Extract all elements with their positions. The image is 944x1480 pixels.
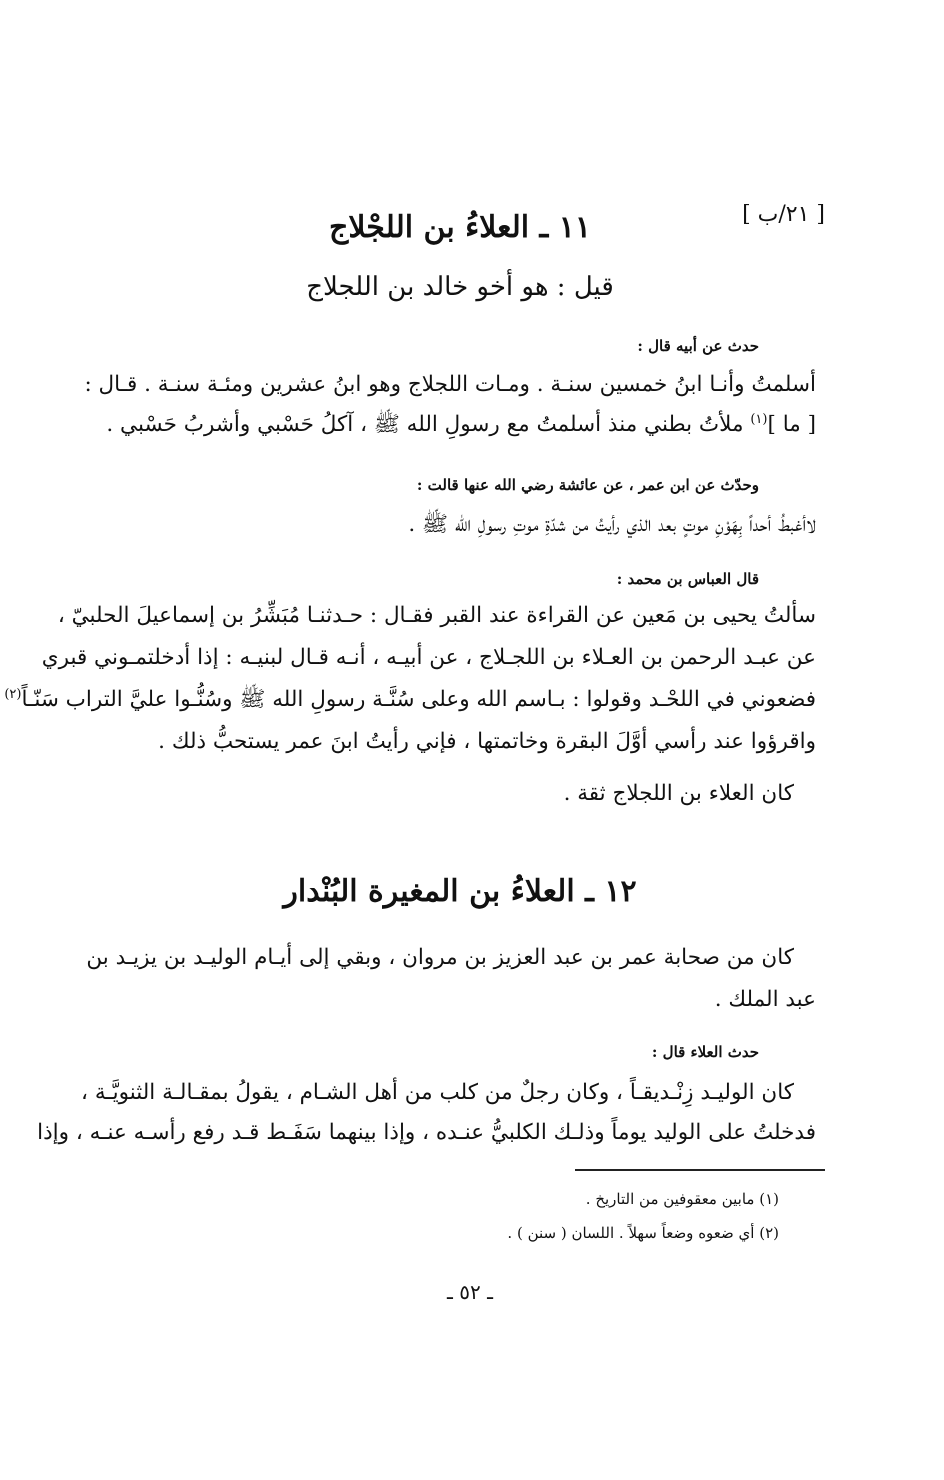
text-fragment: ملأتُ بطني منذ أسلمتُ مع رسولِ الله ﷺ ، آكلُ حَسْبي وأشربُ حَسْبي . [106,412,744,438]
text-line: كان الوليـد زِنْـديقـاً ، وكان رجلٌ من كلب من أهل الشـام ، يقولُ بمقـالـة الثنويَّـة ، [81,1080,794,1105]
footnote: (١) مابين معقوفين من التاريخ . [585,1190,779,1208]
text-line: كان من صحابة عمر بن عبد العزيز بن مروان ، وبقي إلى أيـام الوليـد بن يزيـد بن [86,945,794,970]
isnad-line: قال العباس بن محمد : [616,570,759,588]
text-line: عن عبـد الرحمن بن العـلاء بن اللجـلاج ، عن أبيـه ، أنـه قـال لبنيـه : إذا أدخلتمـوني قبري [41,645,816,670]
isnad-line: حدث عن أبيه قال : [637,337,759,355]
bracket-insertion: [ ما ] [767,412,816,438]
isnad-line: وحدّث عن ابن عمر ، عن عائشة رضي الله عنها قالت : [416,476,759,494]
text-line: أسلمتُ وأنـا ابنُ خمسين سنـة . ومـات اللجلاج وهو ابنُ عشرين ومئـة سنـة . قـال : [84,372,816,397]
text-line: لاأغبطُ أحداً بِهَوْنِ موتٍ بعد الذي رأيتُ من شدّةِ موتِ رسولِ الله ﷺ . [408,512,816,537]
page-number: ـ ٥٢ ـ [447,1280,493,1304]
text-line: فدخلتُ على الوليد يوماً وذلـك الكلبيُّ عنـده ، وإذا بينهما سَفَـط قـد رفع رأسـه عنـه ، وإذا [37,1120,816,1145]
text-line: واقرؤوا عند رأسي أوَّلَ البقرة وخاتمتها ، فإني رأيتُ ابنَ عمر يستحبُّ ذلك . [158,729,816,754]
footnote: (٢) أي ضعوه وضعاً سهلاً . اللسان ( سنن ) . [507,1224,779,1242]
closing-line: كان العلاء بن اللجلاج ثقة . [563,781,794,806]
isnad-line: حدث العلاء قال : [651,1043,759,1061]
text-line: عبد الملك . [714,987,816,1012]
text-line: سألتُ يحيى بن مَعين عن القراءة عند القبر فقـال : حـدثنـا مُبَشِّرُ بن إسماعيلَ الحلبيّ ، [57,603,816,628]
text-fragment: فضعوني في اللحْـد وقولوا : بـاسم الله وعلى سُنَّـة رسولِ الله ﷺ وسُنُّـوا عليَّ التراب سَنّـاً [21,687,816,713]
footnote-marker: (١) [750,412,768,427]
footnote-marker: (٢) [4,687,22,702]
text-line [4,687,816,713]
section-subtitle-11: قيل : هو أخو خالد بن اللجلاج [306,272,614,302]
text-line [106,412,816,438]
footnote-divider [575,1169,825,1171]
section-title-11: ١١ ـ العلاءُ بن اللجْلاج [329,210,591,245]
folio-reference: [ ٢١/ب ] [742,202,825,227]
section-title-12: ١٢ ـ العلاءُ بن المغيرة البُنْدار [283,874,637,909]
